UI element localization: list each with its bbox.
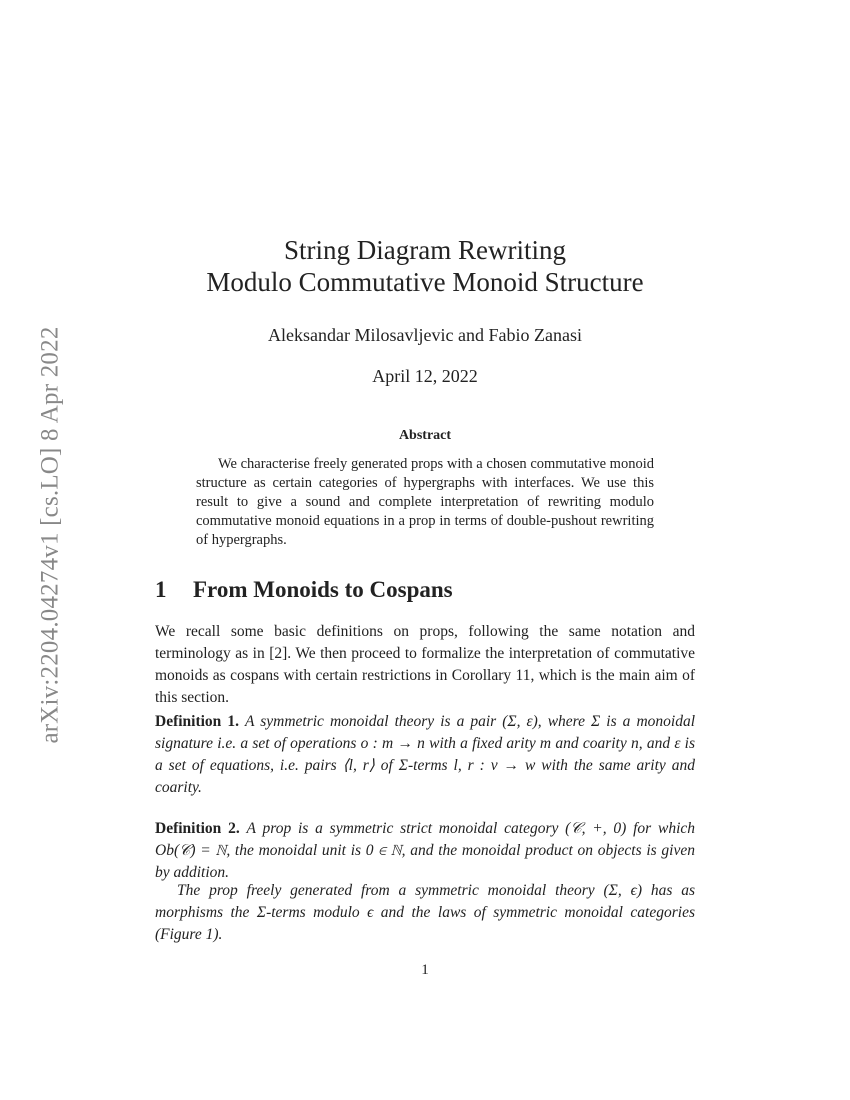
page-number: 1	[421, 962, 429, 978]
paragraph-after-definition: The prop freely generated from a symmetric monoidal theory (Σ, ϵ) has as morphisms the Σ-terms modulo ϵ and the laws of symmetric monoidal categories (Figure 1).	[155, 882, 695, 943]
definition-1-label: Definition 1.	[155, 713, 239, 730]
date: April 12, 2022	[372, 366, 478, 386]
paper-title	[0, 234, 850, 298]
title-line-2: Modulo Commutative Monoid Structure	[206, 267, 644, 297]
section-intro: We recall some basic definitions on props, following the same notation and terminology as in [2]. We then proceed to formalize the interpretation of commutative monoids as cospans with certain restrictions in Corollary 11, which is the main aim of this section.	[155, 623, 695, 706]
section-title: From Monoids to Cospans	[193, 577, 453, 602]
definition-2-text: A prop is a symmetric strict monoidal category (𝒞, +, 0) for which Ob(𝒞) = ℕ, the monoidal unit is 0 ∈ ℕ, and the monoidal product on objects is given by addition.	[155, 820, 696, 881]
abstract-body	[196, 455, 654, 550]
abstract-text: We characterise freely generated props with a chosen commutative monoid structure as certain categories of hypergraphs with interfaces. We use this result to give a sound and complete interpretation of rewriting modulo commutative monoid equations in a prop in terms of double-pushout rewriting of hypergraphs.	[196, 456, 654, 548]
definition-1	[155, 711, 695, 799]
definition-2	[155, 818, 695, 884]
definition-1-text: A symmetric monoidal theory is a pair (Σ, ε), where Σ is a monoidal signature i.e. a set of operations o : m → n with a fixed arity m and coarity n, and ε is a set of equations, i.e. pairs ⟨l, r⟩ of Σ-terms l, r : v → w with the same arity and coarity.	[155, 713, 695, 796]
authors: Aleksandar Milosavljevic and Fabio Zanasi	[268, 325, 582, 345]
arxiv-stamp-text: arXiv:2204.04274v1 [cs.LO] 8 Apr 2022	[37, 326, 65, 744]
abstract-heading: Abstract	[398, 428, 452, 443]
title-line-1: String Diagram Rewriting	[284, 235, 566, 265]
section-number: 1	[155, 577, 167, 602]
section-heading	[155, 577, 453, 603]
definition-2-label: Definition 2.	[155, 820, 240, 837]
